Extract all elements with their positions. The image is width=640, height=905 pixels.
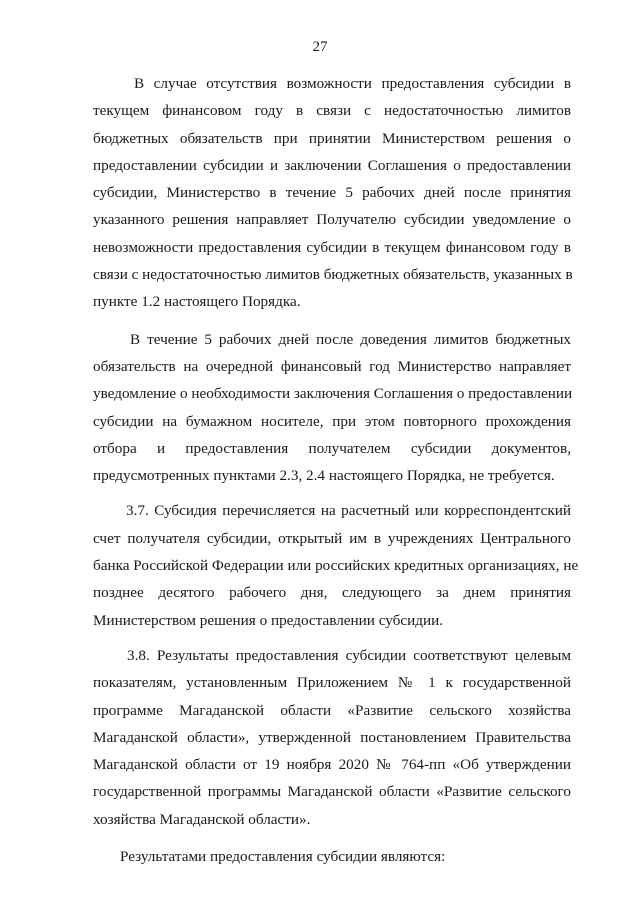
text-line: уведомление о необходимости заключения Соглашения о предоставлении	[93, 385, 573, 403]
text-line: показателям, установленным Приложением № 1 к государственной	[93, 674, 571, 692]
text-line: хозяйства Магаданской области».	[93, 810, 311, 828]
paragraph-results-intro	[93, 843, 571, 870]
text-line: пункте 1.2 настоящего Порядка.	[93, 293, 301, 311]
text-line: текущем финансовом году в связи с недостаточностью лимитов	[93, 102, 571, 120]
text-line: Магаданской области», утвержденной постановлением Правительства	[93, 728, 571, 746]
paragraph-3-8	[93, 642, 571, 833]
text-line: невозможности предоставления субсидии в текущем финансовом году в	[93, 238, 571, 256]
text-line: счет получателя субсидии, открытый им в учреждениях Центрального	[93, 529, 571, 547]
page-number: 27	[312, 39, 328, 55]
text-line: указанного решения направляет Получателю субсидии уведомление о	[93, 211, 571, 229]
text-line: 3.7. Субсидия перечисляется на расчетный или корреспондентский	[126, 502, 571, 520]
text-line: отбора и предоставления получателем субсидии документов,	[93, 439, 571, 457]
text-line: субсидии, Министерство в течение 5 рабочих дней после принятия	[93, 184, 571, 202]
text-line: В случае отсутствия возможности предоставления субсидии в	[134, 75, 571, 92]
text-line: обязательств на очередной финансовый год Министерство направляет	[93, 357, 571, 375]
paragraph-limits-notice	[93, 326, 571, 490]
paragraph-3-7	[93, 497, 579, 633]
text-line: Министерством решения о предоставлении субсидии.	[93, 611, 444, 629]
text-line: Результатами предоставления субсидии являются:	[120, 848, 446, 866]
text-line: программе Магаданской области «Развитие сельского хозяйства	[93, 701, 571, 719]
document-body	[93, 70, 579, 870]
paragraph-no-subsidy-possibility	[93, 70, 571, 316]
text-line: государственной программы Магаданской области «Развитие сельского	[93, 783, 571, 801]
text-line: бюджетных обязательств при принятии Министерством решения о	[93, 129, 571, 147]
text-line: предусмотренных пунктами 2.3, 2.4 настоящего Порядка, не требуется.	[93, 467, 555, 485]
text-line: субсидии на бумажном носителе, при этом повторного прохождения	[93, 412, 571, 430]
text-line: банка Российской Федерации или российских кредитных организациях, не	[93, 557, 579, 575]
text-line: 3.8. Результаты предоставления субсидии соответствуют целевым	[127, 646, 571, 664]
text-line: В течение 5 рабочих дней после доведения лимитов бюджетных	[130, 330, 571, 348]
text-line: Магаданской области от 19 ноября 2020 № 764-пп «Об утверждении	[93, 756, 571, 774]
text-line: связи с недостаточностью лимитов бюджетных обязательств, указанных в	[93, 266, 573, 284]
text-line: позднее десятого рабочего дня, следующего за днем принятия	[93, 584, 571, 602]
text-line: предоставлении субсидии и заключении Соглашения о предоставлении	[93, 156, 571, 174]
